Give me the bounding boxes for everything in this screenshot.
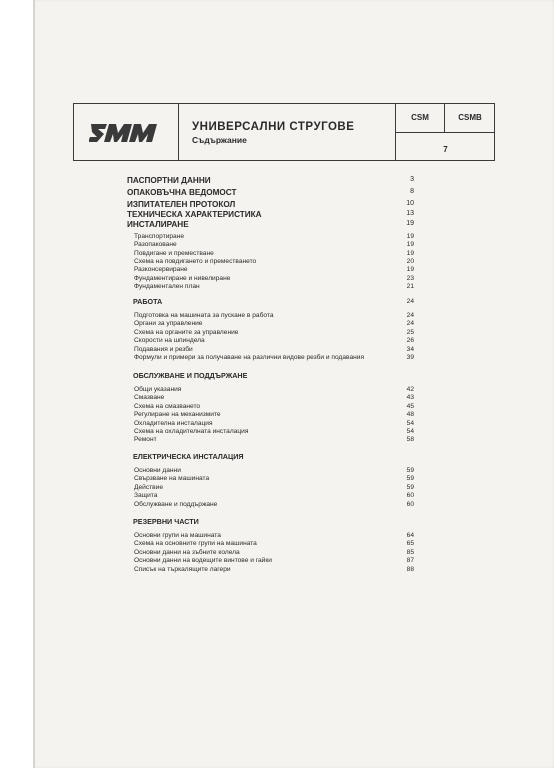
document-title: УНИВЕРСАЛНИ СТРУГОВЕ: [192, 121, 355, 133]
logo-cell: [74, 104, 179, 160]
entry-page: 42: [406, 386, 414, 393]
entry-label: ИЗПИТАТЕЛЕН ПРОТОКОЛ: [127, 200, 236, 209]
section-heading: ЕЛЕКТРИЧЕСКА ИНСТАЛАЦИЯ: [133, 452, 244, 461]
entry-page: 88: [406, 565, 414, 573]
entry-label: ПАСПОРТНИ ДАННИ: [127, 176, 211, 185]
entry-label: Схема на охладителната инсталация: [134, 428, 249, 435]
entry-page: 20: [406, 257, 414, 265]
entry-page: 10: [406, 200, 414, 207]
entry-label: Ремонт: [134, 436, 157, 444]
entry-page: 3: [410, 176, 414, 183]
entry-label: Схема на повдигането и преместването: [134, 257, 257, 265]
entry-label: Общи указания: [134, 386, 182, 393]
entry-page: 43: [406, 394, 414, 402]
entry-label: Списък на търкалящите лагери: [134, 565, 231, 573]
entry-label: Основни данни на водещите винтове и гайки: [134, 557, 272, 565]
entry-label: Свързване на машината: [134, 475, 210, 483]
document-subtitle: Съдържание: [192, 135, 247, 145]
entry-page: 19: [406, 241, 414, 249]
section-heading: РЕЗЕРВНИ ЧАСТИ: [133, 517, 199, 526]
entry-label: Фундаментиране и нивелиране: [134, 274, 231, 282]
entry-label: Разконсервиране: [134, 266, 188, 274]
entry-label: ИНСТАЛИРАНЕ: [127, 220, 189, 229]
title-cell: [178, 104, 395, 160]
entry-page: 13: [406, 210, 414, 217]
entry-label: Подготовка на машината за пускане в работа: [134, 312, 274, 319]
entry-page: 64: [406, 532, 414, 539]
entry-label: Формули и примери за получаване на различни видове резби и подавания: [134, 354, 365, 361]
entry-page: 21: [406, 282, 414, 290]
zmm-logo: [89, 122, 163, 144]
entry-page: 34: [406, 345, 414, 353]
entry-label: Разопаковане: [134, 241, 177, 249]
entry-page: 59: [406, 467, 414, 474]
entry-label: Схема на органите за управление: [134, 328, 239, 336]
entry-label: Органи за управление: [134, 320, 203, 328]
entry-page: 24: [406, 312, 414, 319]
entry-label: Подавания и резби: [134, 345, 193, 353]
header-table: [73, 103, 495, 161]
section-heading: РАБОТА: [133, 297, 163, 306]
section-heading-page: 24: [406, 298, 414, 305]
entry-page: 19: [406, 220, 414, 227]
entry-label: Обслужване и поддържане: [134, 500, 218, 508]
entry-page: 45: [406, 402, 414, 410]
model-code-csmb: CSMB: [445, 104, 495, 133]
entry-label: Схема на смазването: [134, 402, 201, 410]
entry-page: 24: [406, 320, 414, 328]
entry-label: Транспортиране: [134, 233, 185, 240]
entry-label: Схема на основните групи на машината: [134, 540, 257, 548]
entry-page: 58: [406, 436, 414, 444]
entry-page: 26: [406, 337, 414, 345]
entry-label: ОПАКОВЪЧНА ВЕДОМОСТ: [127, 188, 237, 197]
entry-page: 54: [406, 419, 414, 427]
entry-label: Скорости на шпиндела: [134, 337, 205, 345]
entry-label: Действие: [134, 483, 163, 491]
entry-label: Защита: [134, 492, 158, 500]
entry-page: 85: [406, 548, 414, 556]
entry-page: 8: [410, 188, 414, 195]
entry-page: 59: [406, 483, 414, 491]
entry-page: 54: [406, 428, 414, 435]
entry-label: Повдигане и преместване: [134, 249, 214, 257]
entry-page: 65: [406, 540, 414, 548]
entry-label: Охладителна инсталация: [134, 419, 213, 427]
section-heading: ОБСЛУЖВАНЕ И ПОДДЪРЖАНЕ: [133, 371, 248, 380]
entry-label: Регулиране на механизмите: [134, 411, 221, 419]
model-code-csm: CSM: [396, 104, 445, 133]
page-number: 7: [443, 145, 448, 154]
entry-label: ТЕХНИЧЕСКА ХАРАКТЕРИСТИКА: [127, 210, 262, 219]
entry-label: Основни данни: [134, 467, 181, 474]
entry-label: Фундаментален план: [134, 282, 200, 290]
entry-page: 25: [406, 328, 414, 336]
entry-page: 39: [406, 354, 414, 361]
entry-page: 23: [406, 274, 414, 282]
entry-page: 19: [406, 233, 414, 240]
entry-page: 60: [406, 500, 414, 508]
entry-label: Основни данни на зъбните колела: [134, 548, 240, 556]
entry-page: 19: [406, 266, 414, 274]
entry-page: 48: [406, 411, 414, 419]
entry-page: 59: [406, 475, 414, 483]
entry-page: 19: [406, 249, 414, 257]
entry-page: 87: [406, 557, 414, 565]
entry-page: 60: [406, 492, 414, 500]
entry-label: Основни групи на машината: [134, 532, 221, 539]
entry-label: Смазване: [134, 394, 165, 402]
model-codes: [395, 104, 495, 160]
